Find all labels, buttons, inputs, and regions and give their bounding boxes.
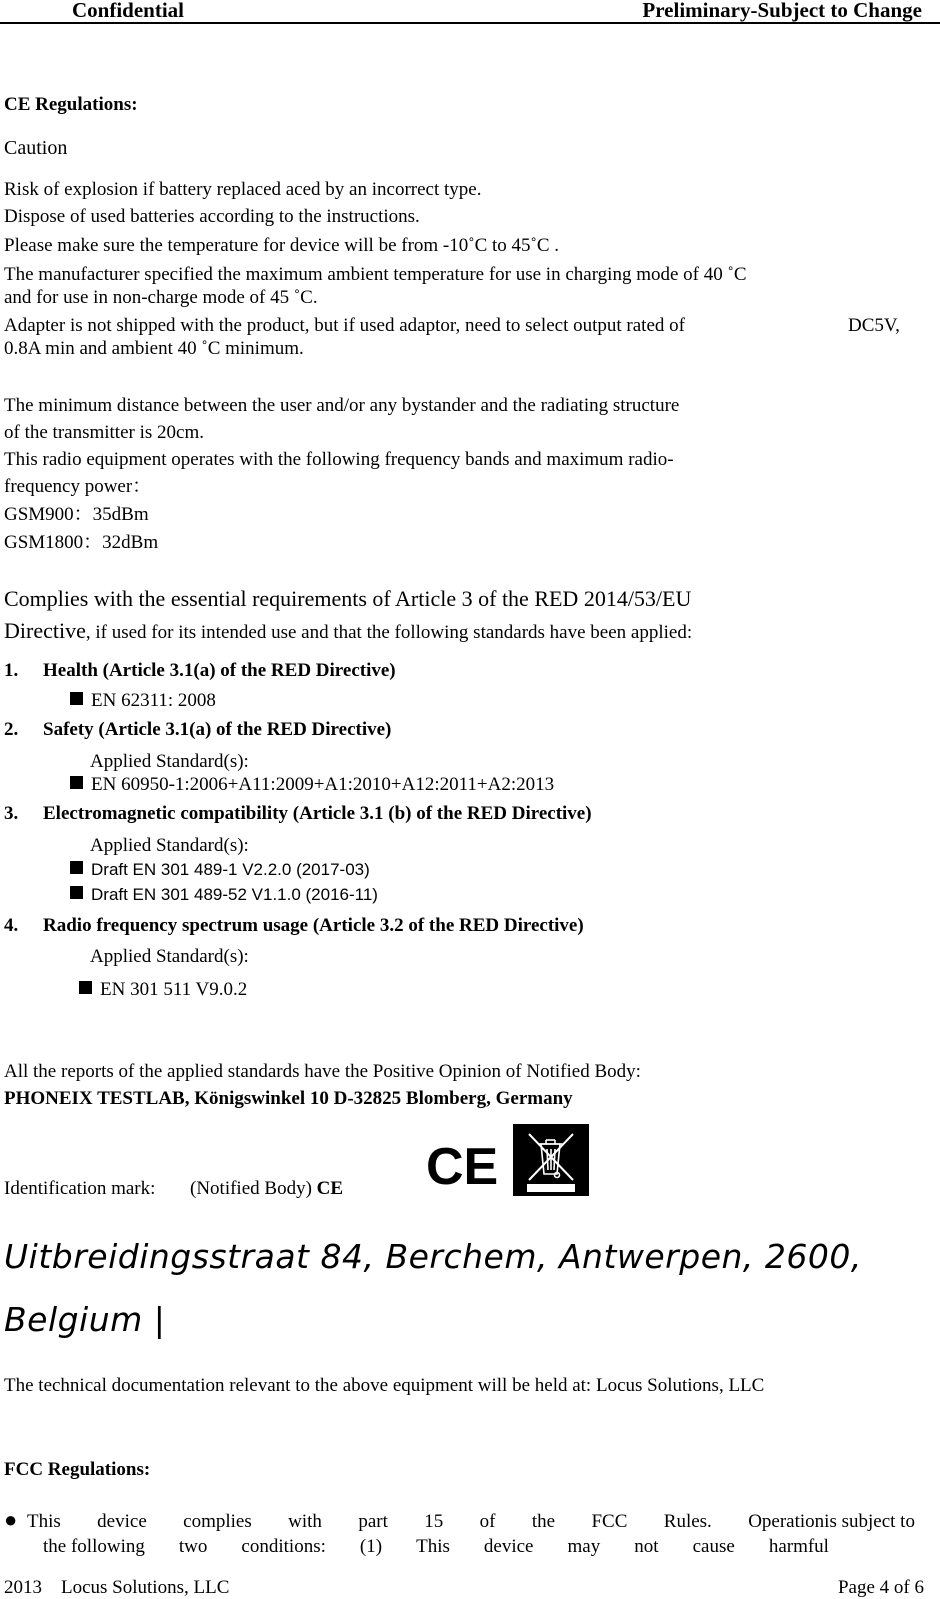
standard-1-title: Health (Article 3.1(a) of the RED Directive) — [43, 660, 396, 681]
bullet-square-icon — [70, 886, 83, 899]
footer-company: 2013 Locus Solutions, LLC — [4, 1577, 230, 1598]
standard-2-number: 2. — [4, 719, 19, 740]
ce-logo-icon — [426, 1138, 499, 1196]
standard-3-number: 3. — [4, 803, 19, 824]
standard-3-title: Electromagnetic compatibility (Article 3.1 (b) of the RED Directive) — [43, 803, 592, 824]
battery-warning: Risk of explosion if battery replaced aced by an incorrect type. — [4, 179, 482, 200]
complies-line2 — [4, 618, 692, 644]
ce-heading: CE Regulations: — [4, 94, 138, 115]
header-preliminary: Preliminary-Subject to Change — [642, 0, 922, 22]
bullet-square-icon — [70, 692, 83, 705]
identification-label: Identification mark: — [4, 1178, 156, 1199]
standard-4-number: 4. — [4, 915, 19, 936]
standard-3-item-1: Draft EN 301 489-1 V2.2.0 (2017-03) — [70, 858, 370, 881]
adapter-line1: Adapter is not shipped with the product, but if used adaptor, need to select output rated of — [4, 315, 685, 336]
fcc-bullet-icon: ● — [4, 1507, 18, 1532]
reports-statement: All the reports of the applied standards have the Positive Opinion of Notified Body: — [4, 1061, 641, 1082]
fcc-heading: FCC Regulations: — [4, 1459, 151, 1480]
gsm900-power: GSM900：35dBm — [4, 504, 149, 525]
bullet-square-icon — [79, 981, 92, 994]
distance-line1: The minimum distance between the user and/or any bystander and the radiating structure — [4, 395, 680, 416]
identification-body: (Notified Body) CE — [190, 1178, 344, 1199]
max-temp-line1: The manufacturer specified the maximum ambient temperature for use in charging mode of 40 ˚C — [4, 264, 747, 285]
adapter-dc5v: DC5V, — [848, 315, 900, 336]
complies-line1: Complies with the essential requirements of Article 3 of the RED 2014/53/EU — [4, 586, 692, 611]
gsm1800-power: GSM1800：32dBm — [4, 532, 159, 553]
bullet-square-icon — [70, 776, 83, 789]
address-line2: Belgium | — [4, 1300, 166, 1339]
distance-line2: of the transmitter is 20cm. — [4, 422, 204, 443]
max-temp-line2: and for use in non-charge mode of 45 ˚C. — [4, 287, 318, 308]
standard-1-number: 1. — [4, 660, 19, 681]
standard-2-applied: Applied Standard(s): — [90, 751, 249, 772]
caution-label: Caution — [4, 137, 68, 159]
standard-4-title: Radio frequency spectrum usage (Article 3.2 of the RED Directive) — [43, 915, 584, 936]
header-rule — [0, 22, 940, 24]
standard-4-applied: Applied Standard(s): — [90, 946, 249, 967]
dispose-warning: Dispose of used batteries according to the instructions. — [4, 206, 420, 227]
weee-bin-icon — [513, 1124, 589, 1196]
temperature-note: Please make sure the temperature for device will be from -10˚C to 45˚C . — [4, 235, 560, 256]
standard-2-title: Safety (Article 3.1(a) of the RED Directive) — [43, 719, 392, 740]
complies-directive: Directive — [4, 618, 86, 643]
standard-1-item: EN 62311: 2008 — [70, 689, 216, 712]
address-line1: Uitbreidingsstraat 84, Berchem, Antwerpen, 2600, — [4, 1237, 862, 1276]
standard-3-applied: Applied Standard(s): — [90, 835, 249, 856]
standard-2-item: EN 60950-1:2006+A11:2009+A1:2010+A12:2011+A2:2013 — [70, 773, 554, 796]
ce-logo-text: CE — [426, 1138, 499, 1196]
frequency-line1: This radio equipment operates with the following frequency bands and maximum radio- — [4, 449, 674, 470]
standard-4-item: EN 301 511 V9.0.2 — [79, 978, 247, 1001]
footer-page-number: Page 4 of 6 — [837, 1577, 924, 1598]
frequency-line2: frequency power： — [4, 476, 152, 497]
standard-3-item-2: Draft EN 301 489-52 V1.1.0 (2016-11) — [70, 883, 378, 906]
fcc-line2: the following two conditions: (1) This device may not cause harmful — [43, 1536, 829, 1557]
adapter-line2: 0.8A min and ambient 40 ˚C minimum. — [4, 338, 304, 359]
bullet-square-icon — [70, 861, 83, 874]
technical-documentation: The technical documentation relevant to the above equipment will be held at: Locus Solutions, LLC — [4, 1375, 765, 1396]
fcc-line1: This device complies with part 15 of the FCC Rules. Operationis subject to — [27, 1511, 915, 1532]
header-confidential: Confidential — [72, 0, 185, 22]
notified-body-address: PHONEIX TESTLAB, Königswinkel 10 D-32825 Blomberg, Germany — [4, 1088, 573, 1109]
complies-rest: , if used for its intended use and that the following standards have been applied: — [85, 622, 693, 643]
